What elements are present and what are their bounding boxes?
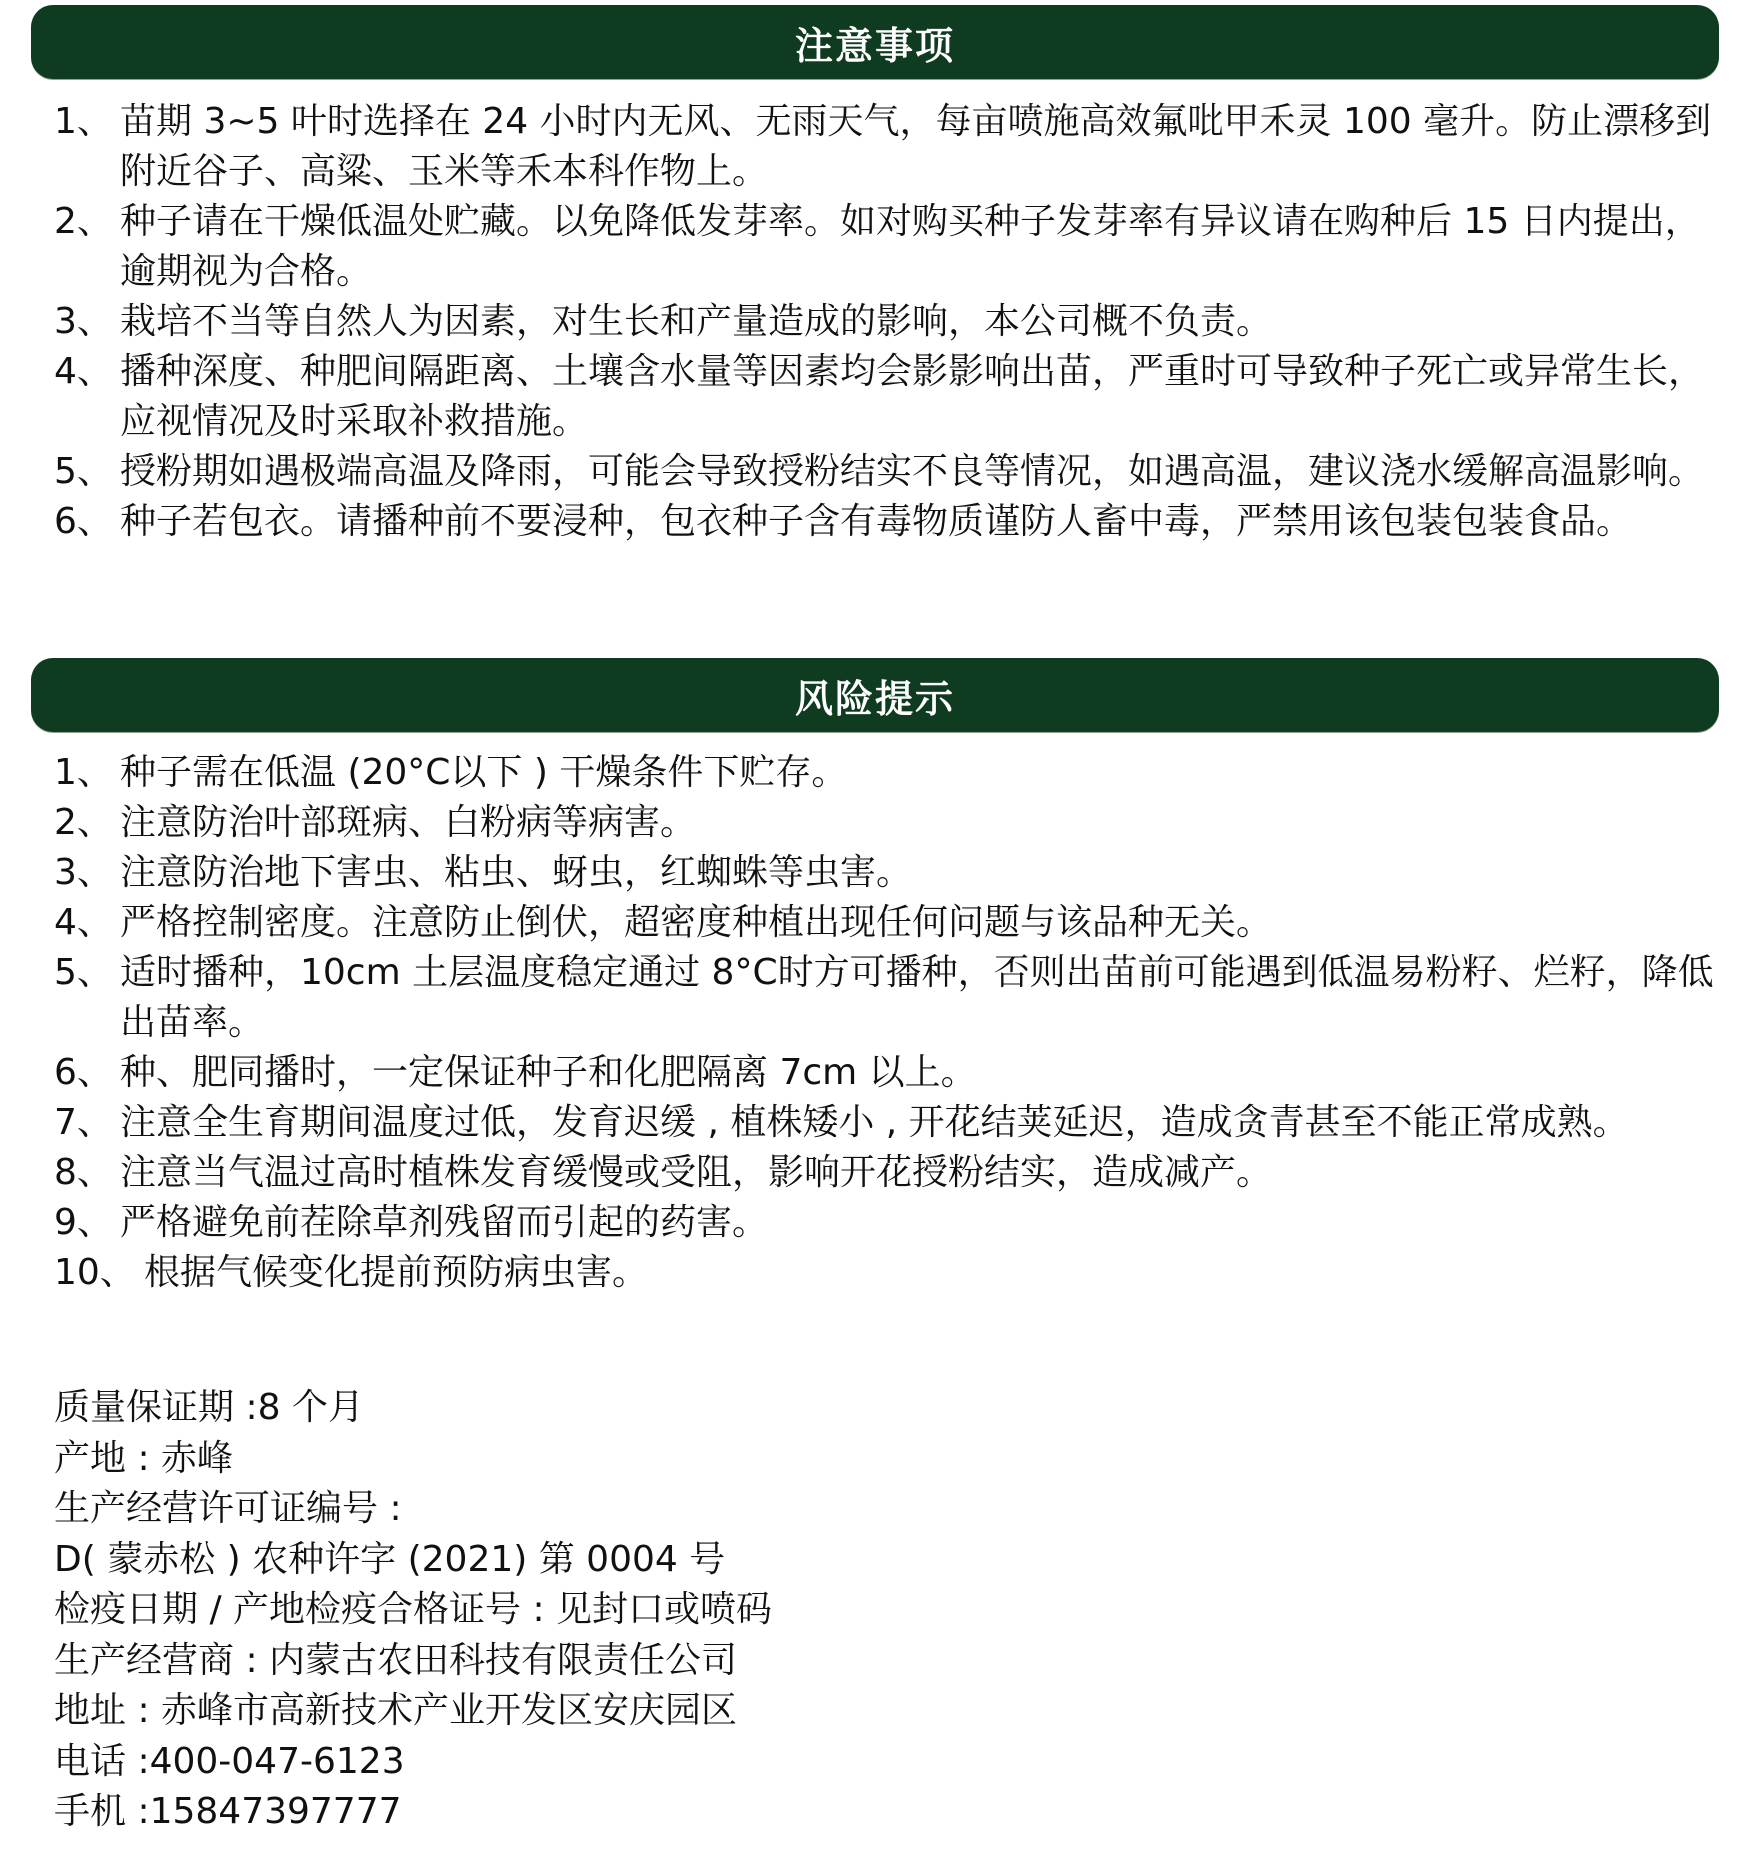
quarantine-info: 检疫日期 / 产地检疫合格证号 : 见封口或喷码 (54, 1589, 773, 1630)
notes-section-header (31, 5, 1719, 79)
item-text: 种、肥同播时，一定保证种子和化肥隔离 7cm 以上。 (120, 1052, 977, 1093)
mobile: 手机 :15847397777 (54, 1791, 402, 1832)
item-number: 4、 (54, 351, 113, 392)
item-text: 种子需在低温 (20°C以下 ) 干燥条件下贮存。 (120, 752, 848, 793)
notes-item (54, 497, 1729, 547)
risk-item (54, 848, 1729, 898)
item-text: 注意当气温过高时植株发育缓慢或受阻，影响开花授粉结实，造成减产。 (120, 1152, 1273, 1193)
risk-section-title: 风险提示 (794, 676, 955, 721)
item-text: 苗期 3~5 叶时选择在 24 小时内无风、无雨天气，每亩喷施高效氟吡甲禾灵 100 毫升。防止漂移到附近谷子、高粱、玉米等禾本科作物上。 (120, 101, 1712, 192)
producer: 生产经营商 : 内蒙古农田科技有限责任公司 (54, 1639, 738, 1681)
risk-item (54, 1098, 1729, 1148)
address: 地址 : 赤峰市高新技术产业开发区安庆园区 (54, 1690, 738, 1731)
item-text: 根据气候变化提前预防病虫害。 (144, 1252, 649, 1293)
item-text: 注意防治地下害虫、粘虫、蚜虫，红蜘蛛等虫害。 (120, 852, 913, 893)
telephone: 电话 :400-047-6123 (54, 1740, 405, 1782)
item-number: 10、 (54, 1252, 136, 1293)
item-text: 种子若包衣。请播种前不要浸种，包衣种子含有毒物质谨防人畜中毒，严禁用该包装包装食品。 (120, 501, 1633, 542)
notes-section-title: 注意事项 (794, 23, 955, 68)
item-text: 栽培不当等自然人为因素，对生长和产量造成的影响，本公司概不负责。 (120, 301, 1273, 342)
item-text: 注意防治叶部斑病、白粉病等病害。 (120, 802, 697, 843)
item-number: 2、 (54, 201, 113, 242)
item-number: 1、 (54, 101, 113, 142)
product-info (54, 1383, 772, 1838)
item-number: 9、 (54, 1202, 113, 1243)
risk-section-header (31, 658, 1719, 732)
item-number: 3、 (54, 852, 113, 893)
shelf-life: 质量保证期 :8 个月 (54, 1387, 364, 1428)
risk-item (54, 1148, 1729, 1198)
notes-list (54, 97, 1729, 547)
license-number: D( 蒙赤松 ) 农种许字 (2021) 第 0004 号 (54, 1538, 726, 1580)
item-number: 6、 (54, 501, 113, 542)
item-number: 1、 (54, 752, 113, 793)
notes-item (54, 447, 1729, 497)
item-text: 播种深度、种肥间隔距离、土壤含水量等因素均会影影响出苗，严重时可导致种子死亡或异常生长，应视情况及时采取补救措施。 (120, 351, 1705, 442)
risk-item (54, 1198, 1729, 1248)
item-number: 8、 (54, 1152, 113, 1193)
item-number: 2、 (54, 802, 113, 843)
item-text: 严格避免前茬除草剂残留而引起的药害。 (120, 1202, 769, 1243)
notes-item (54, 297, 1729, 347)
item-text: 适时播种，10cm 土层温度稳定通过 8°C时方可播种，否则出苗前可能遇到低温易粉籽、烂籽，降低出苗率。 (120, 952, 1714, 1043)
notes-item (54, 347, 1729, 447)
risk-list (54, 748, 1729, 1298)
risk-item (54, 1048, 1729, 1098)
notes-item (54, 97, 1729, 197)
license-label: 生产经营许可证编号 : (54, 1488, 402, 1529)
item-text: 注意全生育期间温度过低，发育迟缓 , 植株矮小 , 开花结荚延迟，造成贪青甚至不能正常成熟。 (120, 1102, 1629, 1143)
notes-item (54, 197, 1729, 297)
item-number: 5、 (54, 451, 113, 492)
item-text: 严格控制密度。注意防止倒伏，超密度种植出现任何问题与该品种无关。 (120, 902, 1273, 943)
item-number: 5、 (54, 952, 113, 993)
item-text: 种子请在干燥低温处贮藏。以免降低发芽率。如对购买种子发芽率有异议请在购种后 15 日内提出，逾期视为合格。 (120, 201, 1701, 292)
risk-item (54, 748, 1729, 798)
risk-item (54, 948, 1729, 1048)
risk-item (54, 898, 1729, 948)
origin: 产地 : 赤峰 (54, 1437, 234, 1479)
risk-item (54, 1248, 1729, 1298)
item-number: 4、 (54, 902, 113, 943)
item-text: 授粉期如遇极端高温及降雨，可能会导致授粉结实不良等情况，如遇高温，建议浇水缓解高温影响。 (120, 451, 1705, 492)
item-number: 3、 (54, 301, 113, 342)
item-number: 7、 (54, 1102, 113, 1143)
risk-item (54, 798, 1729, 848)
item-number: 6、 (54, 1052, 113, 1093)
